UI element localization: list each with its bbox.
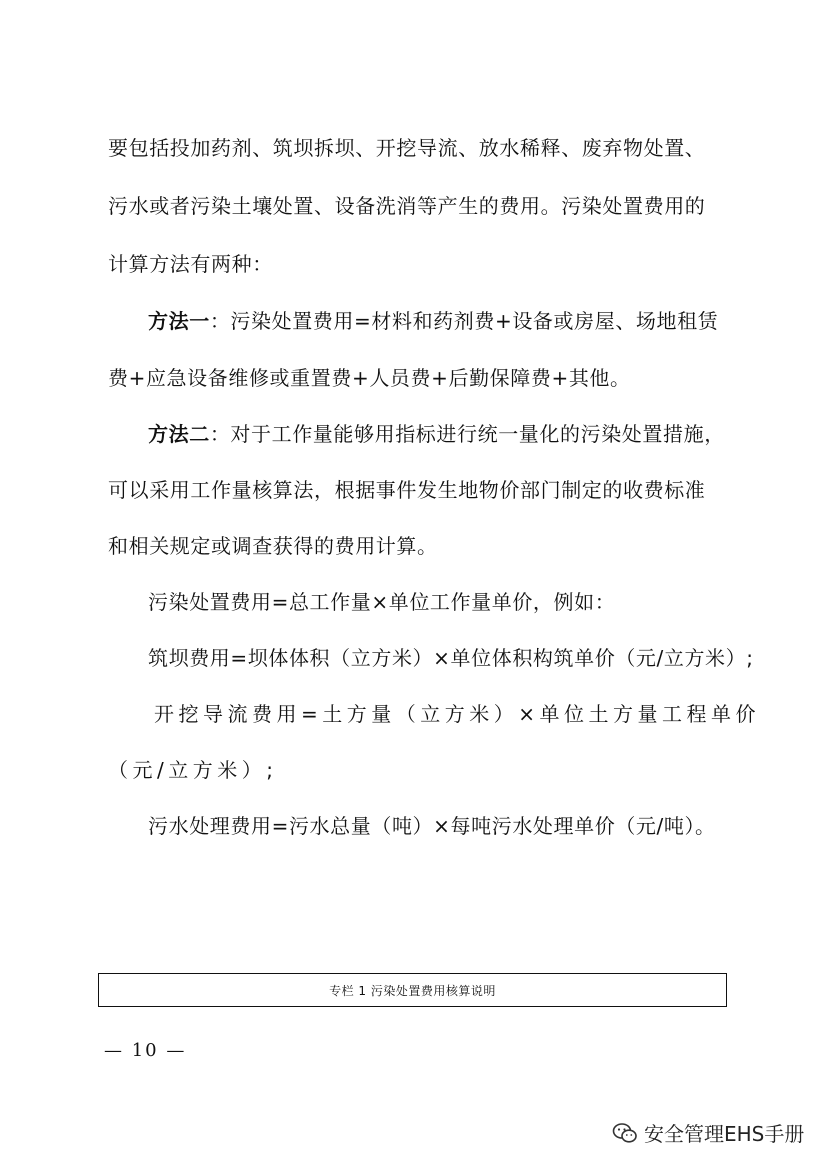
method-two-continuation-2: 和相关规定或调查获得的费用计算。 <box>108 534 438 558</box>
formula-excavation: 开挖导流费用=土方量（立方米）×单位土方量工程单价 <box>154 702 761 726</box>
formula-dam: 筑坝费用=坝体体积（立方米）×单位体积构筑单价（元/立方米）; <box>148 646 754 670</box>
method-one-text: ：污染处置费用=材料和药剂费+设备或房屋、场地租赁 <box>209 309 719 333</box>
method-one-continuation: 费+应急设备维修或重置费+人员费+后勤保障费+其他。 <box>108 366 631 390</box>
box-caption <box>98 973 727 1007</box>
paragraph-line-1: 要包括投加药剂、筑坝拆坝、开挖导流、放水稀释、废弃物处置、 <box>108 136 706 160</box>
page-number: — 10 — <box>104 1040 187 1061</box>
wechat-icon <box>612 1122 638 1144</box>
method-one-label: 方法一 <box>148 309 210 333</box>
formula-sewage: 污水处理费用=污水总量（吨）×每吨污水处理单价（元/吨）。 <box>148 814 716 838</box>
method-two-label: 方法二 <box>148 422 210 446</box>
formula-excavation-continuation: （元/立方米）; <box>108 758 278 782</box>
paragraph-line-2: 污水或者污染土壤处置、设备洗消等产生的费用。污染处置费用的 <box>108 194 706 218</box>
method-two-continuation-1: 可以采用工作量核算法，根据事件发生地物价部门制定的收费标准 <box>108 478 706 502</box>
method-two-line <box>148 420 725 448</box>
method-two-text: ：对于工作量能够用指标进行统一量化的污染处置措施， <box>209 422 725 446</box>
box-caption-text: 专栏 1 污染处置费用核算说明 <box>329 983 496 998</box>
watermark <box>612 1118 804 1147</box>
formula-general: 污染处置费用=总工作量×单位工作量单价，例如： <box>148 590 616 614</box>
watermark-text: 安全管理EHS手册 <box>644 1122 805 1146</box>
paragraph-line-3: 计算方法有两种： <box>108 252 273 276</box>
method-one-line <box>148 307 718 335</box>
